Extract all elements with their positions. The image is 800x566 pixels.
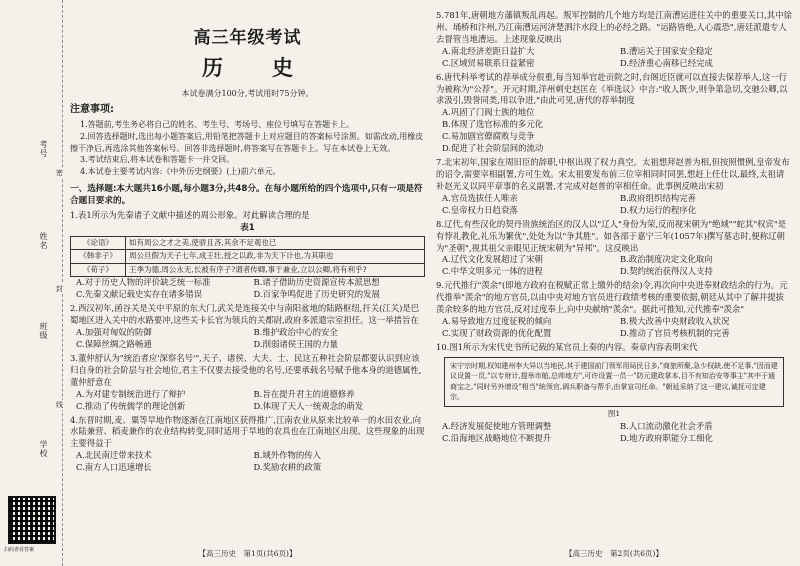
page-footer-2: 【高三历史 第2页(共6页)】 [565, 549, 663, 559]
exam-title: 高三年级考试 [193, 28, 302, 48]
answer-option[interactable]: B.诸子借助历史资源宣传本派思想 [253, 277, 380, 288]
answer-option[interactable]: A.经济发展促使地方管理调整 [442, 421, 552, 432]
answer-option[interactable]: B.极大改善中央财政收入状况 [620, 316, 730, 327]
question-item [436, 342, 792, 445]
question-stem: 1.表1所示为先秦诸子文献中描述的周公形象。对此解读合理的是 [70, 209, 310, 220]
page-footer-1: 【高三历史 第1页(共6页)】 [198, 549, 297, 559]
question-item [436, 280, 792, 340]
answer-option[interactable]: C.皇帝权力日趋衰落 [442, 204, 518, 215]
answer-option[interactable]: B.政府组织结构完善 [620, 192, 696, 203]
question-stem: 4.东晋时期,麦、粟等旱地作物逐渐在江南地区获得推广,江南农业从原来比较单一的水田农业,向水陆兼营、稻麦兼作的农业结构转变,同时适用于旱地的农具也在江南地区出现。这些现象的出现主要得益于 [70, 414, 425, 449]
class-field-label: 班级 [39, 322, 48, 340]
question-item [436, 10, 792, 70]
answer-option[interactable]: B.漕运关于国家安全稳定 [620, 45, 713, 56]
right-question-list [436, 10, 792, 445]
answer-option[interactable]: D.奖励农耕的政策 [253, 462, 322, 473]
option-list [70, 389, 425, 413]
question-item [70, 353, 425, 413]
option-list [436, 254, 792, 278]
name-field-label: 姓名 [39, 232, 48, 250]
figure-text: 宋宁宗时期,权知建州李大异以当地民,其于建国前门领军用局民日多,"商旅所聚,急少权缺,使不足事,"因而建议设置一员,"以专财计,提举市舶,总帅地方",可许设置一员一"防元建政掌本,目不有知治安等事主"其中于通商宝之,"同时另外增设"相当"统领官,调兵职备与帮手,由掌宣司任命。"朝延采纳了这一建议,诚抚可定建宗。 [450, 361, 778, 402]
notice-block [70, 103, 425, 177]
answer-option[interactable]: C.沿海地区战略地位不断提升 [442, 433, 552, 444]
answer-option[interactable]: B.维护政治中心的安全 [253, 327, 338, 338]
option-list [70, 277, 425, 301]
answer-option[interactable]: C.实现了财政资源的优化配置 [442, 327, 552, 338]
answer-option[interactable]: B.体现了选官标准的多元化 [442, 119, 543, 130]
answer-option[interactable]: C.先秦文献记载史实存在诸多错误 [76, 289, 203, 300]
table-caption: 表1 [240, 223, 255, 234]
option-list [70, 327, 425, 351]
question-item [436, 157, 792, 217]
seal-mark-mi: 密 [56, 169, 63, 177]
answer-option[interactable]: D.百家争鸣促进了历史研究的发展 [253, 289, 380, 300]
source-table [70, 236, 425, 278]
table-cell-text: 周公旦假为天子七年,成王壮,授之以政,非为天下计也,为其职也 [126, 250, 425, 264]
question-item [436, 72, 792, 155]
question-item [70, 415, 425, 475]
table-cell-text: 王季为德,周公永无,长被有序子?谓者传卿,事于兼业,立以公卿,将有利乎? [126, 263, 425, 277]
answer-option[interactable]: A.为对建专制统治进行了辩护 [76, 388, 186, 399]
table-cell-source: 《韩非子》 [71, 250, 126, 264]
page-1-column [70, 8, 425, 560]
table-cell-source: 《荀子》 [71, 263, 126, 277]
answer-option[interactable]: C.中华文明多元一体的进程 [442, 266, 543, 277]
notice-heading: 注意事项: [70, 104, 114, 116]
answer-option[interactable]: C.保障丝绸之路畅通 [76, 339, 152, 350]
question-stem: 10.图1所示为宋代史书所记载的某官员上奏的内容。奏章内容表明宋代 [436, 341, 698, 352]
question-stem: 8.辽代,有些汉化的契丹贵族统治区的汉人以"辽人"身份为荣,反而视宋朝为"绝域""蛇其"权宾"是有悖礼教化,礼乐为繁优",处处为以"争其胜"。如各部于嘉宁三年(1057年)撰写墓志时,便称辽朝为"圣朝",视其祖父亲眼见正统宋朝为"异邦"。这反映出 [436, 218, 787, 253]
option-list [436, 421, 792, 445]
option-list [436, 193, 792, 217]
question-stem: 5.781年,唐朝地方藩镇叛乱再起。叛军控制的几个地方均是江南漕运进往关中的重要关口,其中徐州、埇桥和汴州,乃江南漕运河济楚泗汴水段上的必经之路。"运路皆绝,人心震恐",唐廷派遣专人去督管当地漕运。上述现象反映出 [436, 10, 792, 44]
question-item [70, 210, 425, 302]
page-2-column [436, 8, 792, 560]
question-stem: 3.董仲舒认为"统治者应'深察名号'",天子、诸侯、大夫、士、民这五种社会阶层都要认识到应该归自身的社会阶层与社会地位,君主不仅要去接受他的名号,还要承载名号赋予他本身的道德属性,董仲舒意在 [70, 352, 422, 387]
notice-item: 3.考试结束后,将本试卷和答题卡一并交回。 [80, 155, 235, 165]
subject-title: 历 史 [202, 56, 307, 81]
answer-option[interactable]: B.旨在提升君主的道德修养 [253, 388, 355, 399]
question-item [436, 219, 792, 279]
answer-option[interactable]: B.政治制度决定文化取向 [620, 254, 713, 265]
notice-item: 1.答题前,考生务必将自己的姓名、考生号、考场号、座位号填写在答题卡上。 [80, 120, 355, 130]
answer-option[interactable]: D.权力运行的程序化 [620, 204, 697, 215]
question-stem: 9.元代推行"羡余"(即地方政府在税赋正常上缴外的结余)令,再次向中央进奉财政结余的行为。元代推举"羡余"的地方官员,以由中央对地方官员进行政绩考核的重要依据,朝廷从其中了解并提拔羡余较多的地方官员,反对过度奉上,向中央献纳"羡余"。据此可推知,元代推奉"羡余" [436, 280, 788, 315]
answer-option[interactable]: A.易导致地方过度征税的倾向 [442, 316, 552, 327]
answer-option[interactable]: A.巩固了门阀士族的地位 [442, 107, 535, 118]
binding-sidebar [0, 0, 63, 566]
answer-option[interactable]: A.官员选拔任人唯亲 [442, 192, 518, 203]
exam-info: 本试卷满分100分,考试用时75分钟。 [181, 88, 314, 98]
exam-number-field-label: 考号 [39, 140, 48, 158]
figure-1 [444, 357, 784, 407]
answer-option[interactable]: A.北民南迁带来技术 [76, 450, 152, 461]
answer-option[interactable]: D.推动了官员考核机制的完善 [620, 327, 730, 338]
notice-item: 4.本试卷主要考试内容:《中外历史纲要》(上)前六单元。 [80, 166, 281, 176]
answer-option[interactable]: C.易加剧官僚腐败与竞争 [442, 131, 535, 142]
answer-option[interactable]: C.南方人口迅速增长 [76, 462, 152, 473]
option-list [436, 107, 792, 155]
answer-option[interactable]: C.区域贸易联系日益紧密 [442, 57, 535, 68]
section-heading: 一、选择题:本大题共16小题,每小题3分,共48分。在每小题所给的四个选项中,只有一项是符合题目要求的。 [70, 184, 423, 207]
answer-option[interactable]: D.体现了天人一统观念的萌发 [253, 400, 364, 411]
left-question-list [70, 210, 425, 475]
qr-code-icon[interactable] [8, 496, 56, 544]
answer-option[interactable]: A.对于历史人物的评价缺乏统一标准 [76, 277, 211, 288]
question-stem: 2.西汉初年,函谷关是关中平原的东大门,武关是连接关中与南阳盆地的陆路枢纽,扞关(江关)是巴蜀地区进入关中的水路要冲,这些关卡长官为领兵的关都尉,政府多派遣宗室担任。这一举措旨在 [70, 303, 420, 326]
answer-option[interactable]: D.经济重心南移已经完成 [620, 57, 713, 68]
answer-option[interactable]: A.辽代文化发展超过了宋朝 [442, 254, 543, 265]
question-stem: 7.北宋初年,国家在周旧臣的辞职,中枢出现了权力真空。太祖想拜赵普为相,但按照惯例,皇帝发布的诏令,需要宰相副署,方可生效。宋太祖要发布前三位宰相同时同罢,想赶上任仕以,最终,太祖请补赵光义以同平章事的名义副署,才完成对赵普的宰相任命。此事例反映出宋初 [436, 157, 790, 191]
answer-option[interactable]: A.南北经济差距日益扩大 [442, 45, 535, 56]
answer-option[interactable]: D.地方政府职能分工细化 [620, 433, 713, 444]
seal-mark-feng: 封 [56, 285, 63, 293]
option-list [70, 450, 425, 474]
answer-option[interactable]: D.契约统治获得汉人支持 [620, 266, 713, 277]
option-list [436, 46, 792, 70]
table-cell-source: 《论语》 [71, 236, 126, 250]
answer-option[interactable]: D.促进了社会阶层间的流动 [442, 143, 544, 154]
figure-caption: 图1 [607, 408, 621, 418]
answer-option[interactable]: D.削弱诸侯王国的力量 [253, 339, 338, 350]
table-cell-text: 如有周公之才之美,使骄且吝,其余不足观也已 [126, 236, 425, 250]
table-row [71, 263, 425, 277]
table-row [71, 236, 425, 250]
table-row [71, 250, 425, 264]
option-list [436, 316, 792, 340]
answer-option[interactable]: C.推动了传统儒学的理论创新 [76, 400, 186, 411]
answer-option[interactable]: A.加强对匈奴的防御 [76, 327, 152, 338]
school-field-label: 学校 [39, 440, 48, 458]
notice-item: 2.回答选择题时,选出每小题答案后,用铅笔把答题卡上对应题目的答案标号涂黑。如需改动,用橡皮擦干净后,再选涂其他答案标号。回答非选择题时,将答案写在答题卡上。写在本试卷上无效。 [70, 132, 424, 153]
answer-option[interactable]: B.人口流动激化社会矛盾 [620, 421, 713, 432]
question-stem: 6.唐代科举考试的荐举成分很重,每当知举官赴贡院之时,台阁近臣就可以直接去保荐举人,这一行为被称为"公荐"。开元时期,洋州刺史赵匡在《举选议》中言:"收人既少,则争第急切,交驰公卿,以求汲引,毁誉同类,用以争进,"由此可见,唐代的荐举制度 [436, 71, 788, 106]
qr-caption: 扫码查看答案 [4, 547, 35, 553]
seal-mark-xian: 线 [56, 401, 63, 409]
answer-option[interactable]: B.域外作物的传入 [253, 450, 321, 461]
question-item [70, 303, 425, 351]
